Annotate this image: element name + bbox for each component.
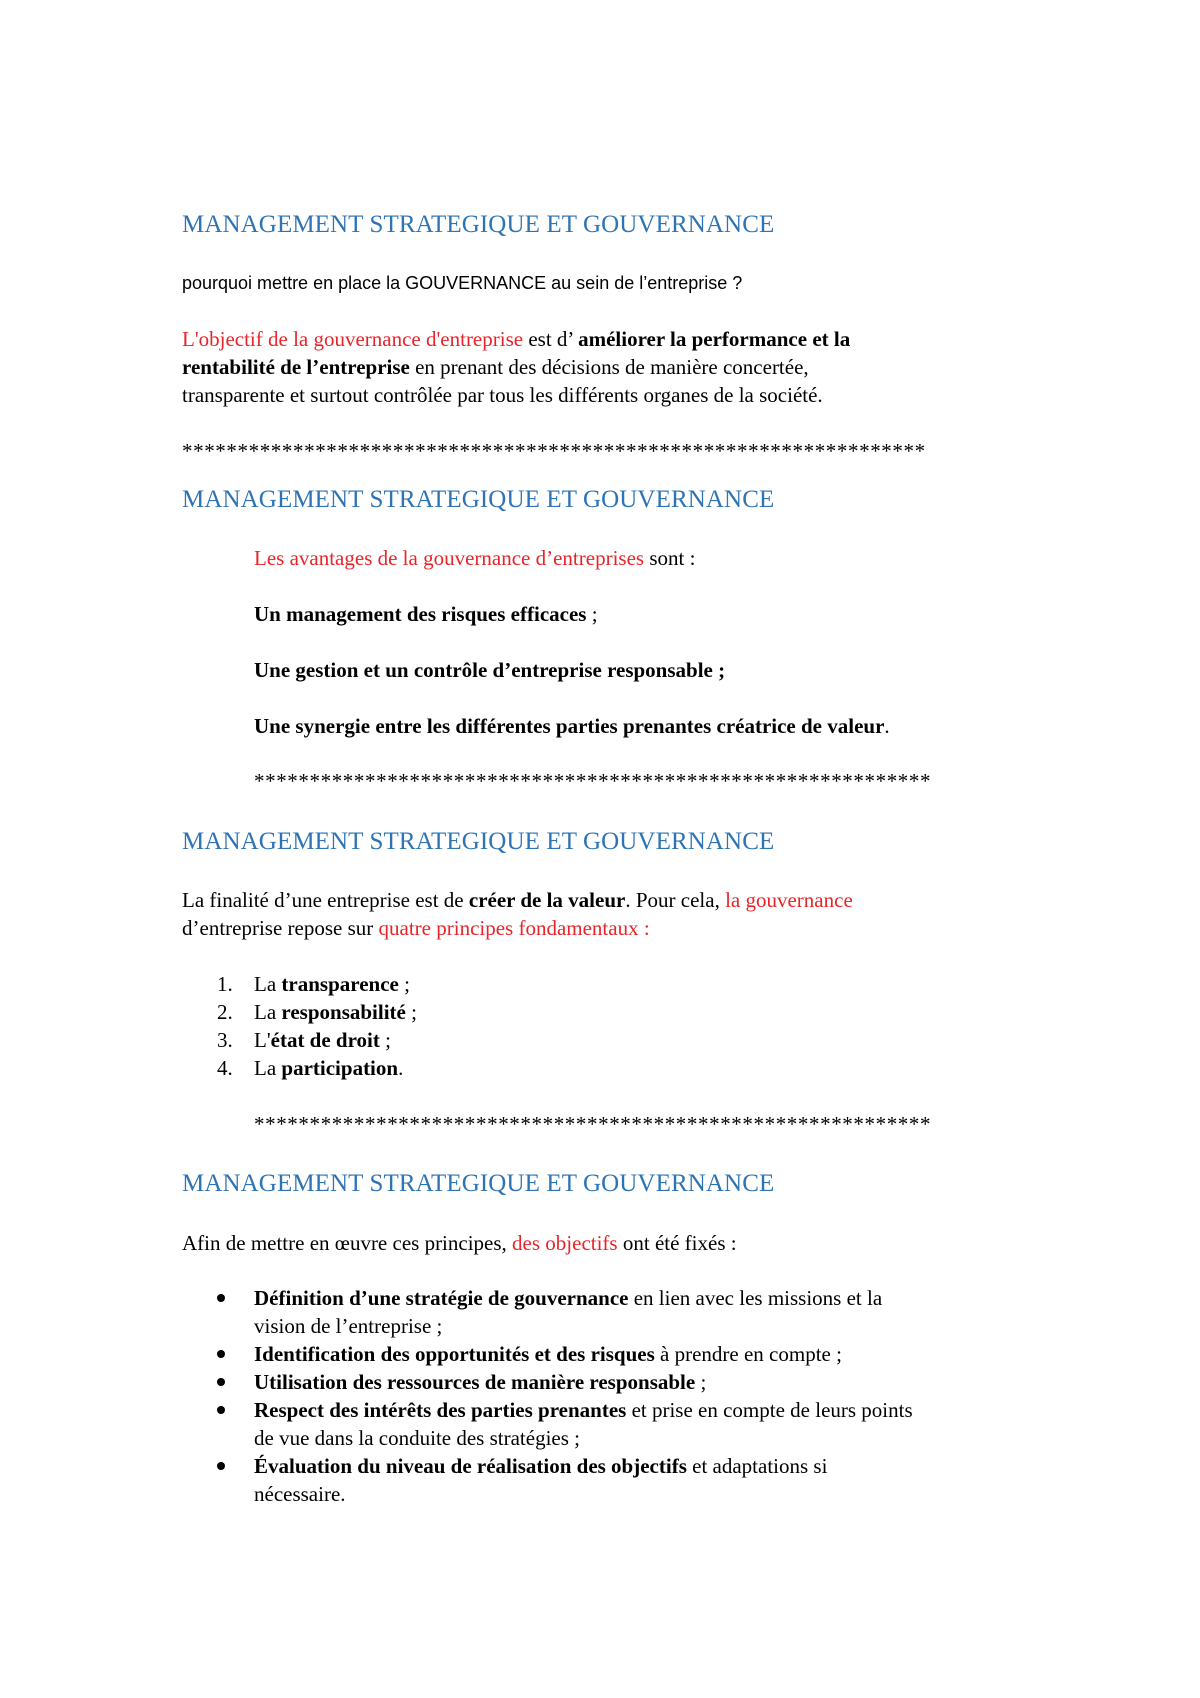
bullet-3 — [217, 1378, 225, 1386]
advantage-item-1-bold: Un management des risques efficaces — [254, 602, 587, 626]
advantage-item-2 — [254, 656, 725, 684]
principle-item-2-pre: La — [254, 1000, 282, 1024]
section-heading-2: MANAGEMENT STRATEGIQUE ET GOUVERNANCE — [182, 486, 775, 513]
principle-item-2 — [254, 998, 417, 1026]
question-line: pourquoi mettre en place la GOUVERNANCE au sein de l’entreprise ? — [182, 273, 743, 293]
principle-number-2: 2. — [217, 1000, 233, 1024]
principle-item-4-post: . — [398, 1056, 404, 1080]
objective-item-2 — [254, 1340, 842, 1368]
section-heading-3: MANAGEMENT STRATEGIQUE ET GOUVERNANCE — [182, 828, 775, 855]
objective-text-1: est d’ — [523, 327, 579, 351]
objective-red-text: L'objectif de la gouvernance d'entreprise — [182, 327, 524, 351]
objective-item-1 — [254, 1284, 882, 1312]
objective-item-5-bold: Évaluation du niveau de réalisation des objectifs — [254, 1454, 687, 1478]
principle-item-1-pre: La — [254, 972, 282, 996]
principle-item-4-pre: La — [254, 1056, 282, 1080]
advantage-item-2-bold: Une gestion et un contrôle d’entreprise responsable ; — [254, 658, 726, 682]
objective-item-3-rest: ; — [695, 1370, 707, 1394]
objective-item-3-bold: Utilisation des ressources de manière responsable — [254, 1370, 696, 1394]
principles-intro-red-1: la gouvernance — [725, 888, 853, 912]
objective-text-2: en prenant des décisions de manière concertée, — [409, 355, 809, 379]
principle-item-1-post: ; — [398, 972, 410, 996]
principle-item-4-bold: participation — [281, 1056, 399, 1080]
objective-line-3: transparente et surtout contrôlée par tous les différents organes de la société. — [182, 383, 823, 407]
bullet-1 — [217, 1294, 225, 1302]
objective-item-2-bold: Identification des opportunités et des risques — [254, 1342, 655, 1366]
bullet-5 — [217, 1462, 225, 1470]
principle-item-2-post: ; — [405, 1000, 417, 1024]
objectives-intro-red: des objectifs — [512, 1231, 618, 1255]
objective-bold-1: améliorer la performance et la — [578, 327, 851, 351]
objectives-intro-text-a: Afin de mettre en œuvre ces principes, — [182, 1231, 513, 1255]
advantage-item-3-bold: Une synergie entre les différentes parties prenantes créatrice de valeur — [254, 714, 885, 738]
advantages-intro-red: Les avantages de la gouvernance d’entreprises — [254, 546, 645, 570]
separator-1: ******************************************************************* — [182, 439, 926, 463]
objective-item-4-bold: Respect des intérêts des parties prenantes — [254, 1398, 627, 1422]
advantage-item-1-rest: ; — [586, 602, 598, 626]
principle-item-4 — [254, 1054, 403, 1082]
principle-number-4: 4. — [217, 1056, 233, 1080]
principles-intro-line-2 — [182, 914, 650, 942]
principle-item-3-post: ; — [379, 1028, 391, 1052]
objective-line-1 — [182, 325, 850, 353]
objective-item-5-rest: et adaptations si — [686, 1454, 828, 1478]
bullet-4 — [217, 1406, 225, 1414]
advantage-item-3 — [254, 712, 890, 740]
section-heading-4: MANAGEMENT STRATEGIQUE ET GOUVERNANCE — [182, 1170, 775, 1197]
principles-intro-line-1 — [182, 886, 853, 914]
objective-item-1-cont: vision de l’entreprise ; — [254, 1314, 443, 1338]
advantage-item-3-rest: . — [884, 714, 890, 738]
principle-number-1: 1. — [217, 972, 233, 996]
principle-item-3-bold: état de droit — [270, 1028, 380, 1052]
objective-line-2 — [182, 353, 809, 381]
objective-item-4 — [254, 1396, 913, 1424]
objective-item-4-rest: et prise en compte de leurs points — [626, 1398, 913, 1422]
principle-item-3 — [254, 1026, 391, 1054]
objectives-intro-text-b: ont été fixés : — [617, 1231, 737, 1255]
objective-item-2-rest: à prendre en compte ; — [654, 1342, 842, 1366]
section-heading-1: MANAGEMENT STRATEGIQUE ET GOUVERNANCE — [182, 211, 775, 238]
advantage-item-1 — [254, 600, 598, 628]
objective-item-3 — [254, 1368, 706, 1396]
separator-2: ************************************************************* — [254, 769, 932, 793]
objective-bold-2: rentabilité de l’entreprise — [182, 355, 410, 379]
separator-3: ************************************************************* — [254, 1112, 932, 1136]
objective-item-1-rest: en lien avec les missions et la — [628, 1286, 883, 1310]
principles-intro-bold: créer de la valeur — [468, 888, 626, 912]
objective-item-4-cont: de vue dans la conduite des stratégies ; — [254, 1426, 580, 1450]
principles-intro-red-2: quatre principes fondamentaux : — [378, 916, 650, 940]
principle-item-3-pre: L' — [254, 1028, 271, 1052]
principle-item-1-bold: transparence — [281, 972, 399, 996]
objective-item-1-bold: Définition d’une stratégie de gouvernance — [254, 1286, 629, 1310]
advantages-intro — [254, 544, 695, 572]
advantages-intro-rest: sont : — [644, 546, 696, 570]
principles-intro-text-2: d’entreprise repose sur — [182, 916, 379, 940]
objectives-intro — [182, 1229, 737, 1257]
principle-item-2-bold: responsabilité — [281, 1000, 406, 1024]
principle-item-1 — [254, 970, 410, 998]
bullet-2 — [217, 1350, 225, 1358]
objective-item-5 — [254, 1452, 827, 1480]
objective-item-5-cont: nécessaire. — [254, 1482, 346, 1506]
principles-intro-text-c: . Pour cela, — [625, 888, 726, 912]
principle-number-3: 3. — [217, 1028, 233, 1052]
principles-intro-text-a: La finalité d’une entreprise est de — [182, 888, 469, 912]
